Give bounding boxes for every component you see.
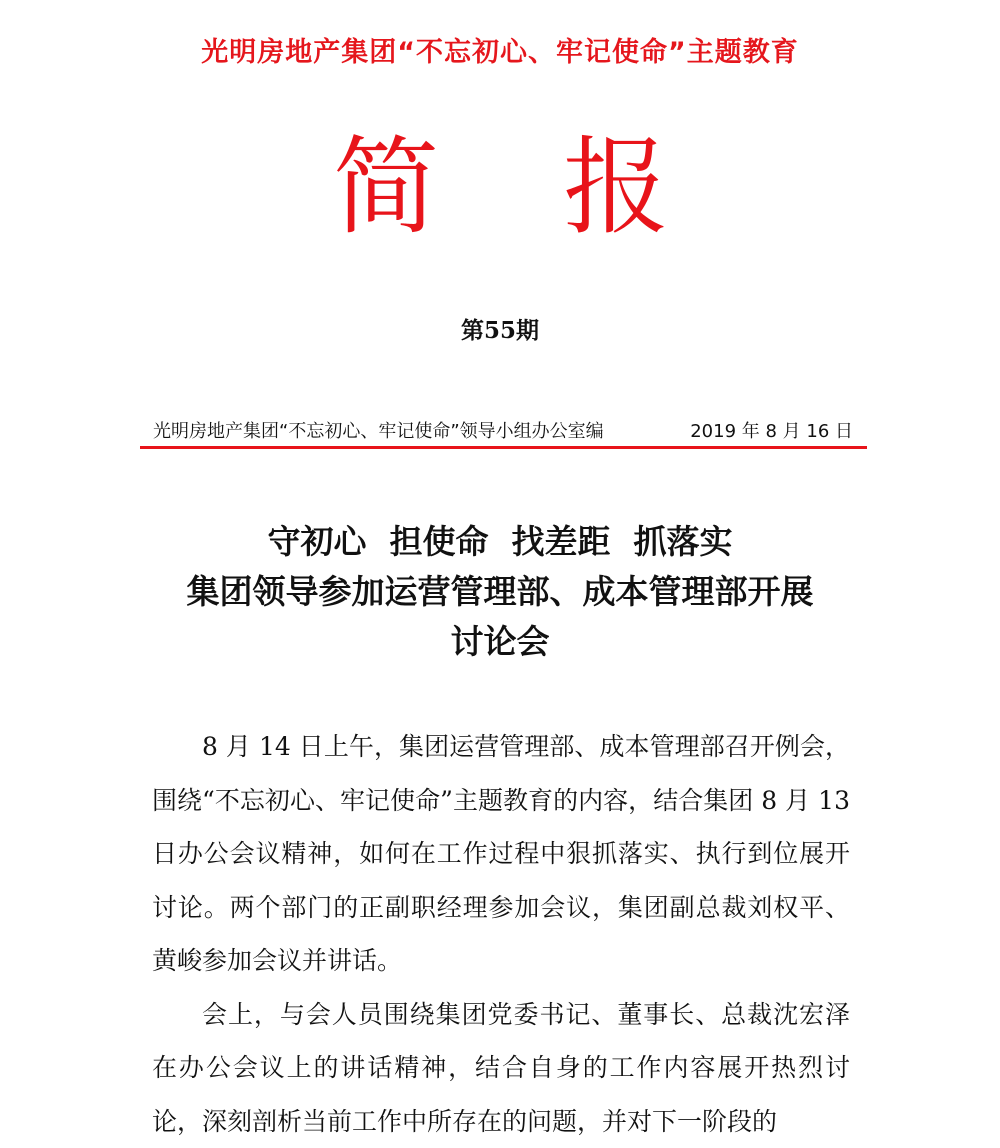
- body-paragraph-1: 8 月 14 日上午，集团运营管理部、成本管理部召开例会，围绕“不忘初心、牢记使命”主题教育的内容，结合集团 8 月 13 日办公会议精神，如何在工作过程中狠抓落实、执行到位展开讨论。两个部门的正副职经理参加会议，集团副总裁刘权平、黄峻参加会议并讲话。: [152, 720, 850, 988]
- campaign-banner: 光明房地产集团“不忘初心、牢记使命”主题教育: [0, 30, 1000, 69]
- editor-office: 光明房地产集团“不忘初心、牢记使命”领导小组办公室编: [153, 421, 604, 442]
- body-paragraph-2: 会上，与会人员围绕集团党委书记、董事长、总裁沈宏泽在办公会议上的讲话精神，结合自身的工作内容展开热烈讨论，深刻剖析当前工作中所存在的问题，并对下一阶段的: [152, 988, 850, 1148]
- issue-suffix: 期: [516, 318, 539, 344]
- editor-line: [153, 419, 853, 445]
- article-headline: [0, 517, 1000, 667]
- issue-number-value: 55: [484, 317, 516, 344]
- red-divider: [140, 446, 867, 449]
- headline-line-1: 守初心 担使命 找差距 抓落实: [0, 517, 1000, 567]
- issue-number: [0, 312, 1000, 345]
- masthead-char-2: 报: [563, 128, 669, 248]
- headline-line-3: 讨论会: [0, 617, 1000, 667]
- headline-line-2: 集团领导参加运营管理部、成本管理部开展: [0, 567, 1000, 617]
- masthead-title: [0, 128, 1000, 248]
- issue-prefix: 第: [461, 318, 484, 344]
- masthead-char-1: 简: [333, 128, 439, 248]
- issue-date: 2019 年 8 月 16 日: [690, 419, 853, 445]
- article-body: [152, 720, 850, 1148]
